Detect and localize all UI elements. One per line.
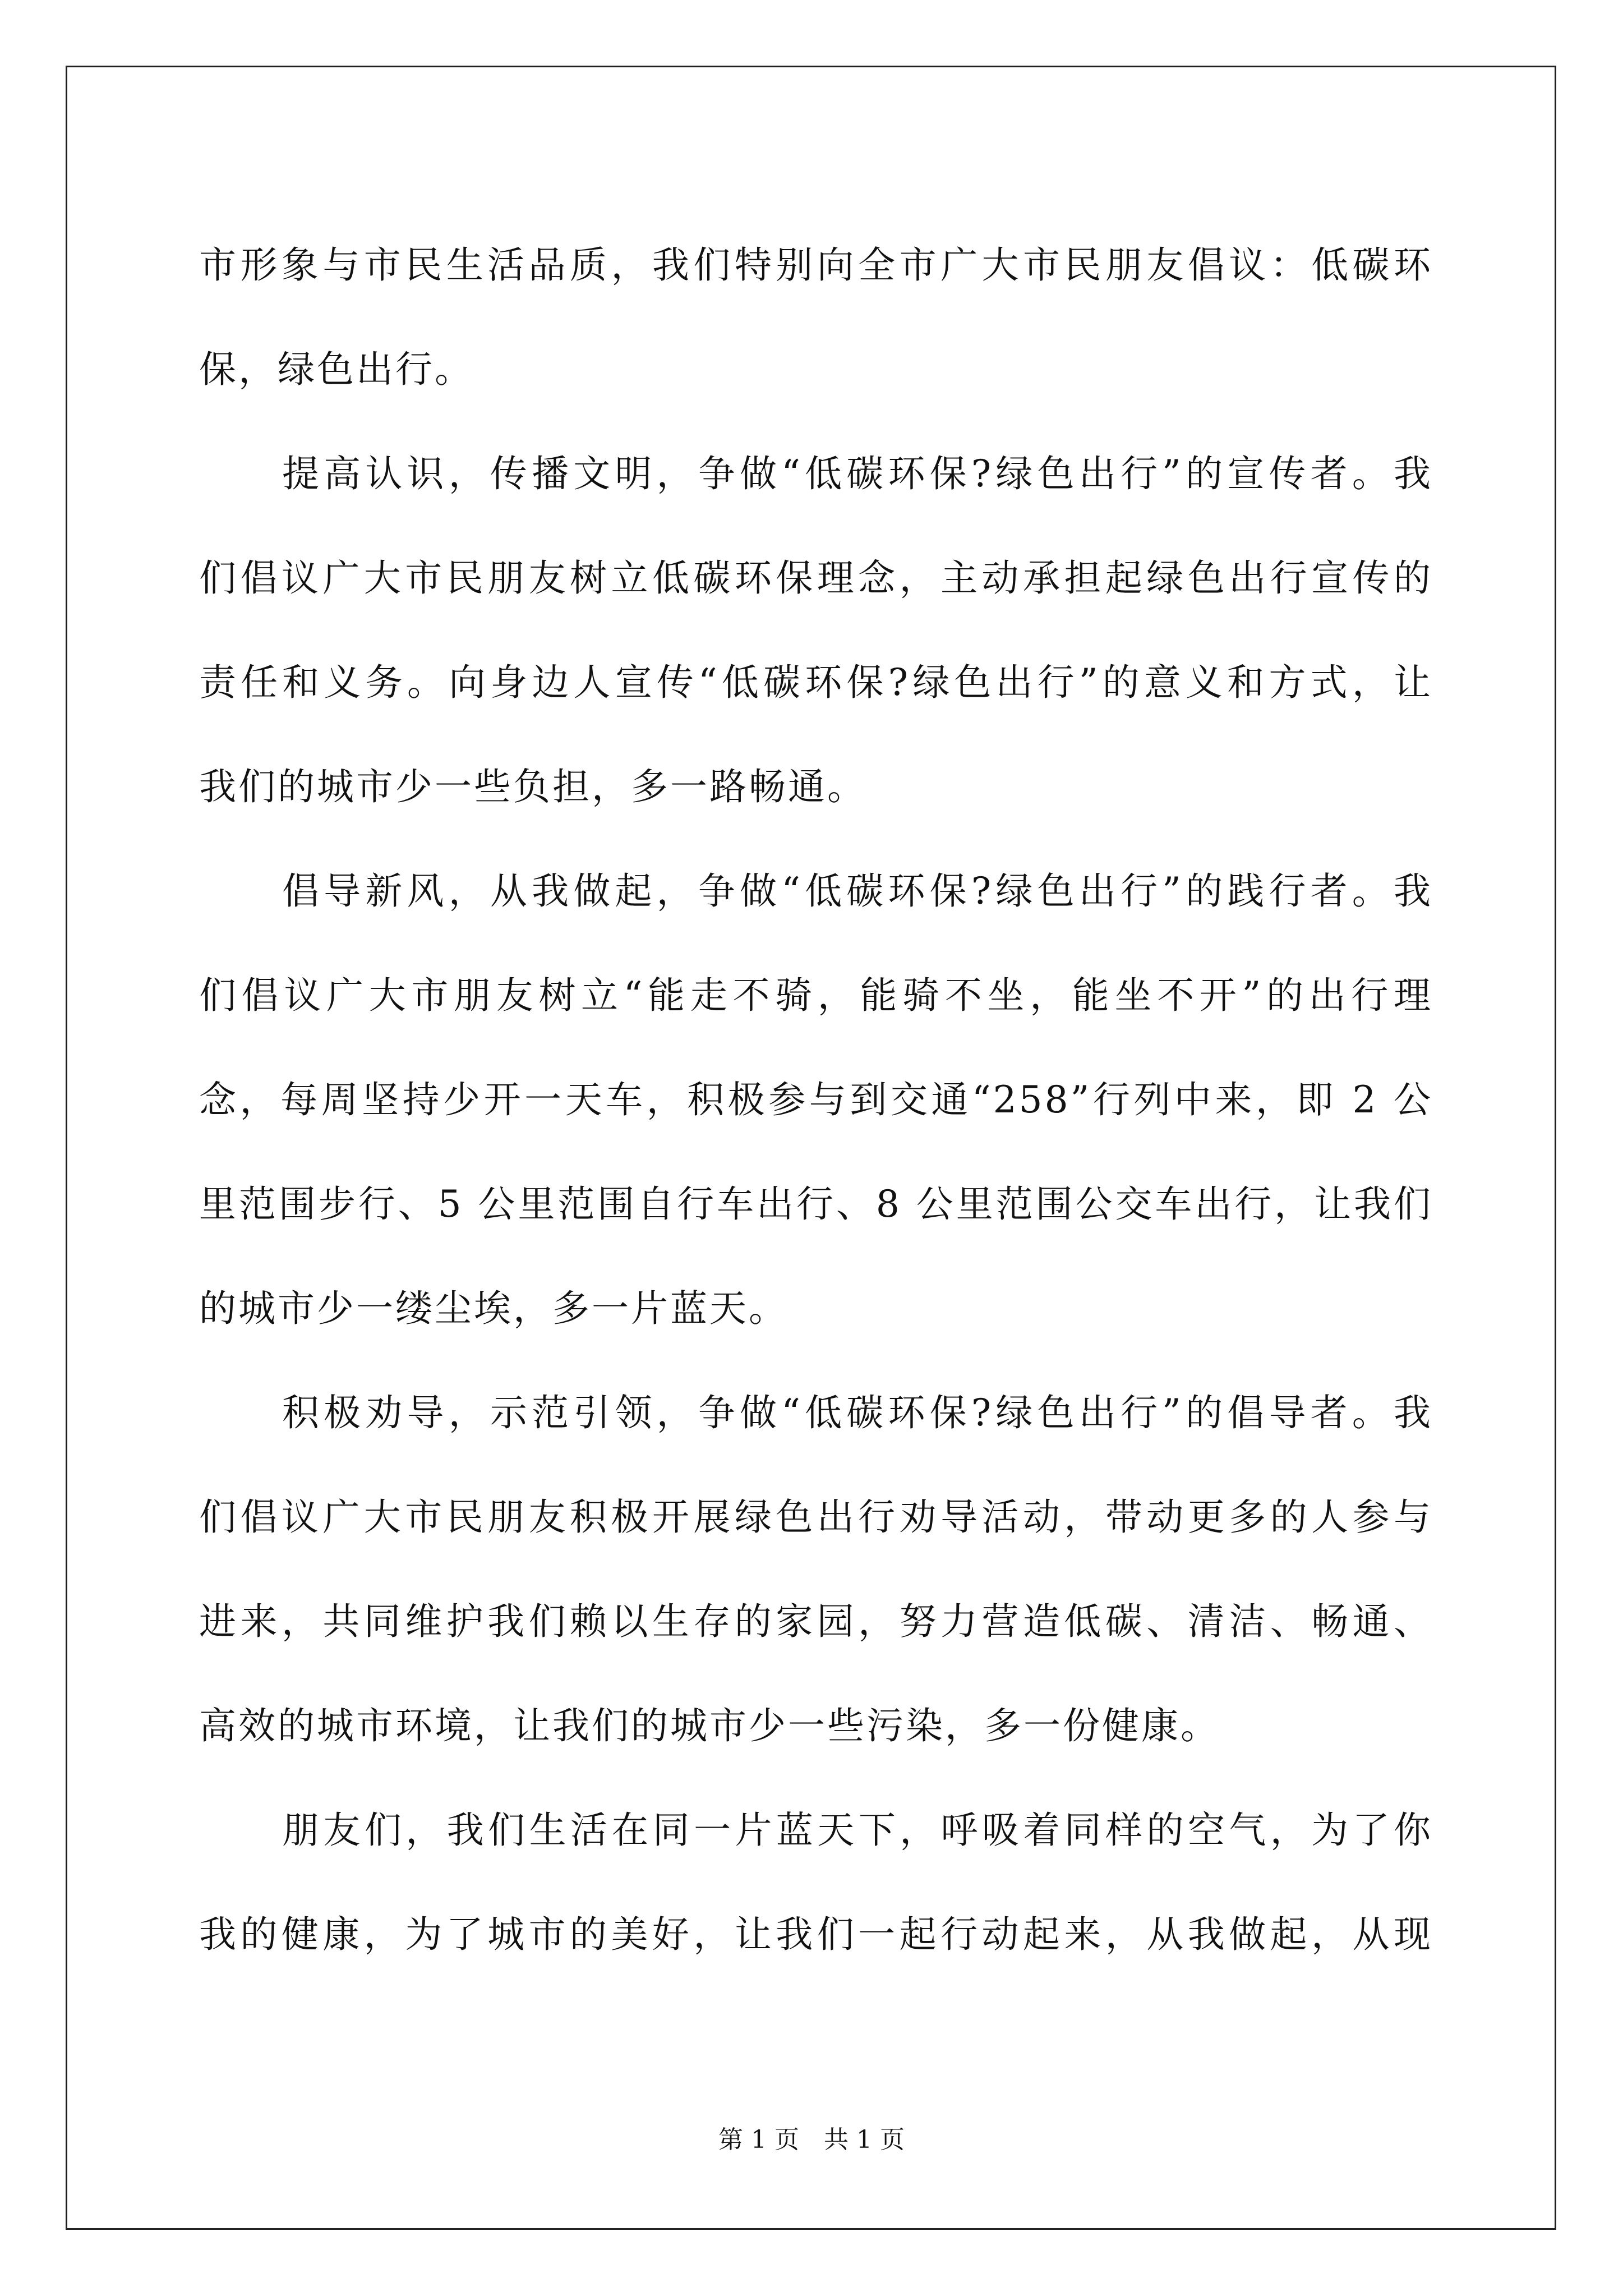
text-line: 进来，共同维护我们赖以生存的家园，努力营造低碳、清洁、畅通、 — [199, 1600, 1433, 1643]
text-line: 里范围步行、5 公里范围自行车出行、8 公里范围公交车出行，让我们 — [199, 1182, 1433, 1226]
text-line: 保，绿色出行。 — [199, 348, 474, 391]
text-line: 高效的城市环境，让我们的城市少一些污染，多一份健康。 — [199, 1704, 1220, 1747]
text-line: 倡导新风，从我做起，争做“低碳环保?绿色出行”的践行者。我 — [282, 869, 1433, 913]
text-line: 的城市少一缕尘埃，多一片蓝天。 — [199, 1287, 788, 1330]
text-line: 积极劝导，示范引领，争做“低碳环保?绿色出行”的倡导者。我 — [282, 1391, 1433, 1434]
text-line: 们倡议广大市朋友树立“能走不骑，能骑不坐，能坐不开”的出行理 — [199, 974, 1433, 1017]
text-line: 我的健康，为了城市的美好，让我们一起行动起来，从我做起，从现 — [199, 1913, 1433, 1956]
text-line: 市形象与市民生活品质，我们特别向全市广大市民朋友倡议：低碳环 — [199, 243, 1433, 287]
text-line: 朋友们，我们生活在同一片蓝天下，呼吸着同样的空气，为了你 — [282, 1809, 1433, 1852]
text-line: 提高认识，传播文明，争做“低碳环保?绿色出行”的宣传者。我 — [282, 452, 1433, 495]
page-footer: 第 1 页 共 1 页 — [718, 2125, 905, 2154]
text-line: 责任和义务。向身边人宣传“低碳环保?绿色出行”的意义和方式，让 — [199, 661, 1433, 704]
text-line: 们倡议广大市民朋友积极开展绿色出行劝导活动，带动更多的人参与 — [199, 1496, 1433, 1539]
document-body — [199, 213, 1433, 1987]
text-line: 念，每周坚持少开一天车，积极参与到交通“258”行列中来，即 2 公 — [199, 1078, 1433, 1121]
text-line: 我们的城市少一些负担，多一路畅通。 — [199, 765, 866, 808]
text-line: 们倡议广大市民朋友树立低碳环保理念，主动承担起绿色出行宣传的 — [199, 556, 1433, 600]
